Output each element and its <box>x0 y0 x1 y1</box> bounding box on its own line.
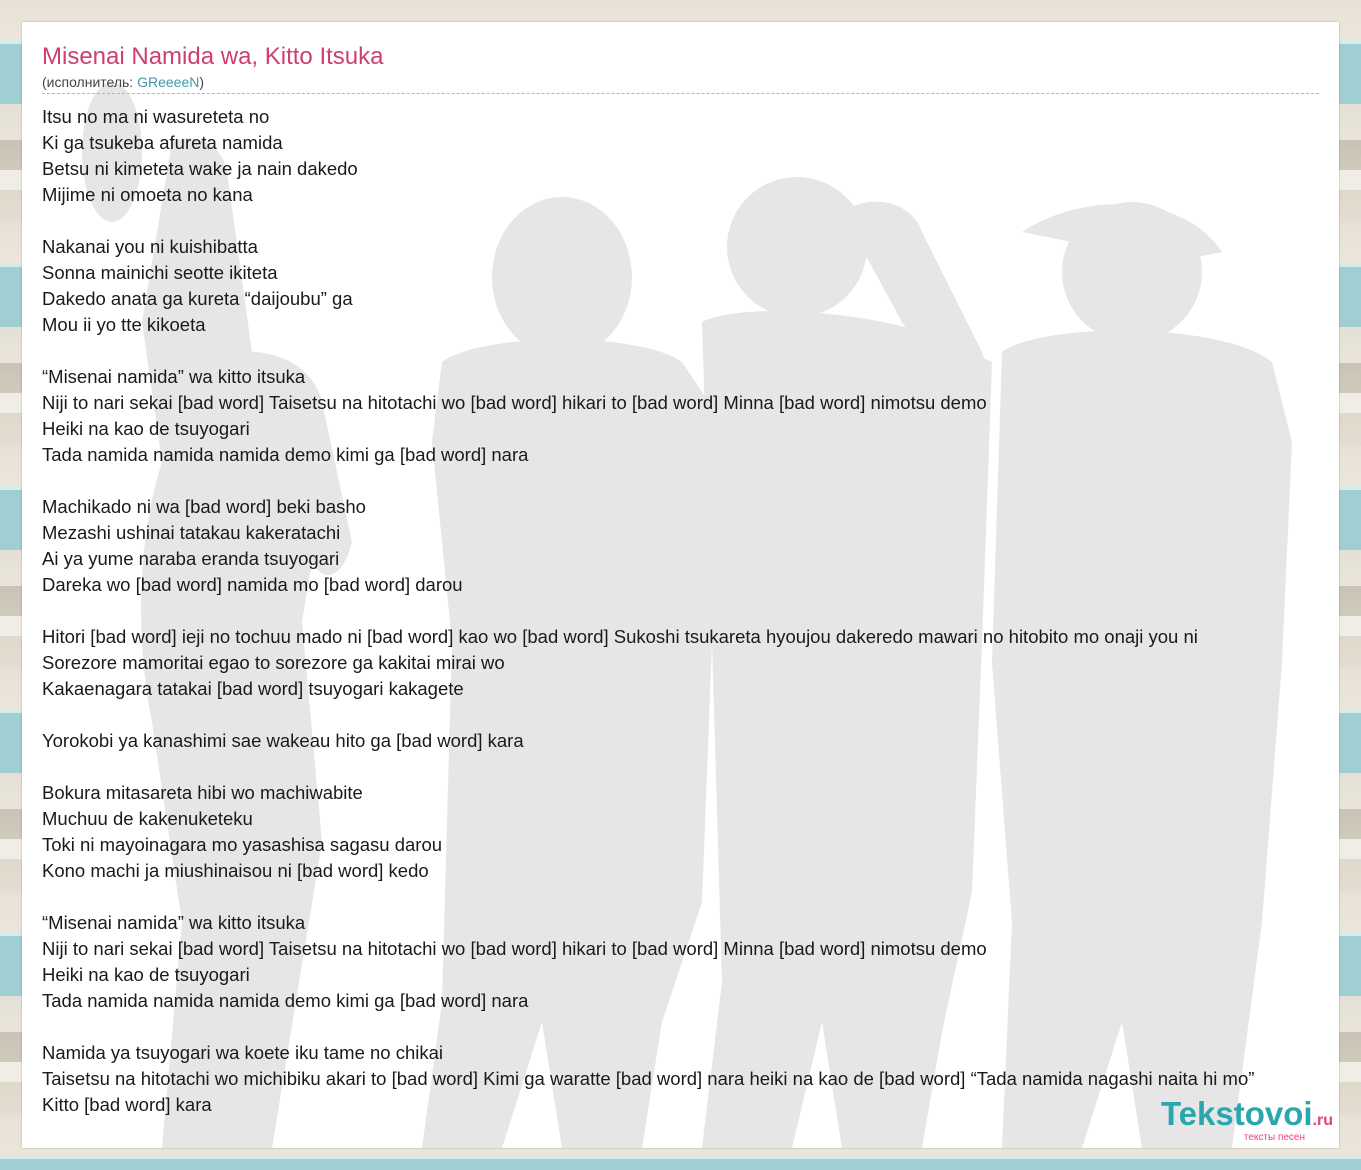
artist-line <box>42 72 1319 94</box>
lyric-line: Kitto [bad word] kara <box>42 1094 212 1115</box>
lyric-line: “Misenai namida” wa kitto itsuka <box>42 912 306 933</box>
lyric-line: Yorokobi ya kanashimi sae wakeau hito ga [bad word] kara <box>42 730 524 751</box>
stanza-break <box>42 598 1339 624</box>
lyric-line: Ai ya yume naraba eranda tsuyogari <box>42 548 340 569</box>
lyrics-content <box>22 22 1339 1118</box>
lyric-line: Mou ii yo tte kikoeta <box>42 314 206 335</box>
stanza-break <box>42 884 1339 910</box>
stanza-break <box>42 754 1339 780</box>
lyric-line: Hitori [bad word] ieji no tochuu mado ni [bad word] kao wo [bad word] Sukoshi tsukareta hyoujou dakeredo mawari no hitobito mo onaji you ni <box>42 626 1198 647</box>
lyric-line: Dakedo anata ga kureta “daijoubu” ga <box>42 288 353 309</box>
stanza-break <box>42 1014 1339 1040</box>
site-logo[interactable] <box>1161 1097 1333 1144</box>
lyric-line: “Misenai namida” wa kitto itsuka <box>42 366 306 387</box>
lyric-line: Toki ni mayoinagara mo yasashisa sagasu darou <box>42 834 443 855</box>
stanza-break <box>42 468 1339 494</box>
lyric-line: Namida ya tsuyogari wa koete iku tame no chikai <box>42 1042 444 1063</box>
logo-name: Tekstovoi <box>1160 1095 1313 1132</box>
lyric-line: Tada namida namida namida demo kimi ga [bad word] nara <box>42 990 529 1011</box>
lyric-line: Tada namida namida namida demo kimi ga [bad word] nara <box>42 444 529 465</box>
lyric-line: Niji to nari sekai [bad word] Taisetsu na hitotachi wo [bad word] hikari to [bad word] Minna [bad word] nimotsu demo <box>42 938 987 959</box>
lyric-line: Kono machi ja miushinaisou ni [bad word] kedo <box>42 860 429 881</box>
lyric-line: Heiki na kao de tsuyogari <box>42 964 250 985</box>
artist-prefix: (исполнитель: <box>42 74 138 90</box>
lyric-line: Itsu no ma ni wasureteta no <box>42 106 270 127</box>
logo-tagline: тексты песен <box>1243 1132 1305 1143</box>
lyric-line: Mijime ni omoeta no kana <box>42 184 253 205</box>
lyric-line: Sonna mainichi seotte ikiteta <box>42 262 278 283</box>
lyric-line: Muchuu de kakenuketeku <box>42 808 253 829</box>
lyric-line: Taisetsu na hitotachi wo michibiku akari to [bad word] Kimi ga waratte [bad word] nara heiki na kao de [bad word] “Tada namida nagashi naita hi mo” <box>42 1068 1255 1089</box>
lyric-line: Bokura mitasareta hibi wo machiwabite <box>42 782 363 803</box>
artist-link[interactable]: GReeeeN <box>137 74 200 90</box>
lyric-line: Mezashi ushinai tatakau kakeratachi <box>42 522 341 543</box>
lyric-line: Sorezore mamoritai egao to sorezore ga kakitai mirai wo <box>42 652 505 673</box>
stanza-break <box>42 208 1339 234</box>
lyric-line: Betsu ni kimeteta wake ja nain dakedo <box>42 158 358 179</box>
lyric-line: Nakanai you ni kuishibatta <box>42 236 258 257</box>
lyrics-text <box>42 104 1339 1118</box>
lyric-line: Heiki na kao de tsuyogari <box>42 418 250 439</box>
lyric-line: Dareka wo [bad word] namida mo [bad word] darou <box>42 574 463 595</box>
lyrics-card <box>22 22 1339 1148</box>
logo-tld: .ru <box>1312 1112 1333 1129</box>
lyric-line: Machikado ni wa [bad word] beki basho <box>42 496 366 517</box>
lyric-line: Ki ga tsukeba afureta namida <box>42 132 283 153</box>
lyric-line: Kakaenagara tatakai [bad word] tsuyogari kakagete <box>42 678 464 699</box>
lyric-line: Niji to nari sekai [bad word] Taisetsu na hitotachi wo [bad word] hikari to [bad word] Minna [bad word] nimotsu demo <box>42 392 987 413</box>
artist-suffix: ) <box>199 74 205 90</box>
stanza-break <box>42 338 1339 364</box>
song-title: Misenai Namida wa, Kitto Itsuka <box>42 43 384 70</box>
stanza-break <box>42 702 1339 728</box>
